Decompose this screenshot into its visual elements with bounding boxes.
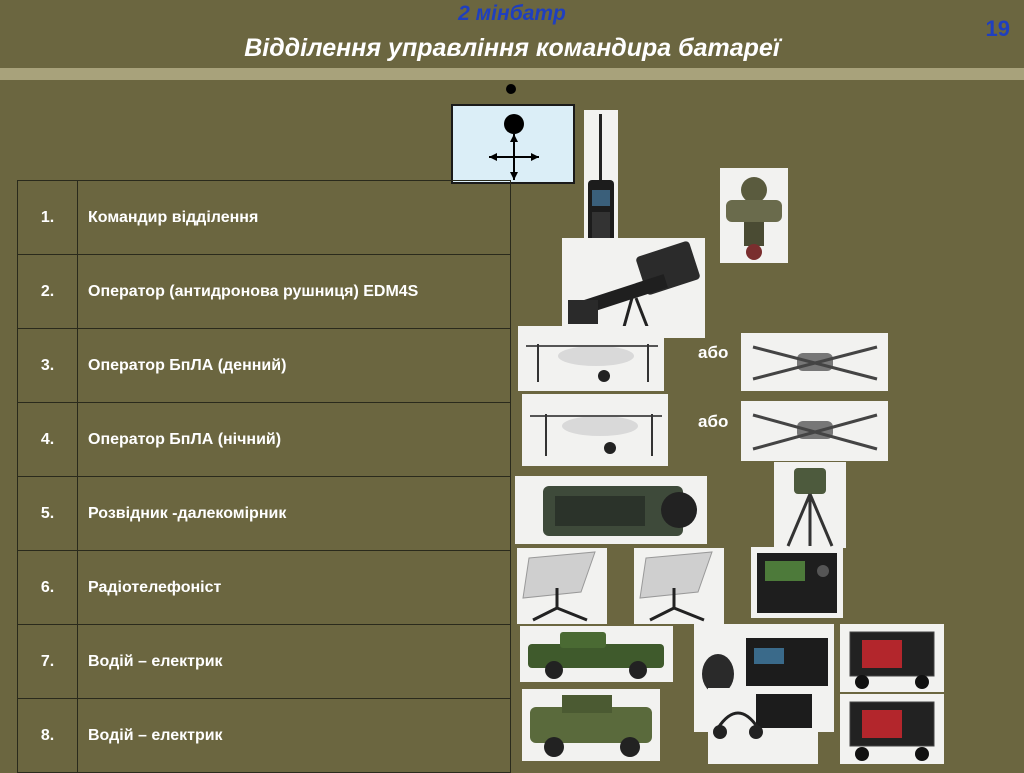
unit-symbol xyxy=(451,104,575,184)
table-row xyxy=(18,329,511,403)
row-number: 7. xyxy=(18,625,78,699)
row-number: 4. xyxy=(18,403,78,477)
radio-handset-image xyxy=(584,110,618,255)
row-role: Командир відділення xyxy=(78,181,511,255)
pickup-truck-icon xyxy=(520,626,673,682)
command-post-symbol-icon xyxy=(453,106,573,182)
table-row xyxy=(18,625,511,699)
armored-vehicle-icon xyxy=(522,689,660,761)
antidrone-rifle-icon xyxy=(562,238,705,338)
rangefinder-icon xyxy=(720,168,788,263)
uav-night-image xyxy=(522,394,668,466)
row-number: 3. xyxy=(18,329,78,403)
row-number: 6. xyxy=(18,551,78,625)
drone-icon xyxy=(522,394,668,466)
alternative-label: або xyxy=(698,343,729,362)
generator-image xyxy=(840,694,944,764)
quadcopter-icon xyxy=(741,401,888,461)
satellite-dish-icon xyxy=(634,548,724,624)
row-role: Радіотелефоніст xyxy=(78,551,511,625)
quadcopter-image xyxy=(741,401,888,461)
pickup-truck-image xyxy=(520,626,673,682)
satellite-terminal-image xyxy=(634,548,724,624)
satellite-dish-icon xyxy=(517,548,607,624)
table-row xyxy=(18,403,511,477)
row-role: Оператор БпЛА (денний) xyxy=(78,329,511,403)
antidrone-rifle-image xyxy=(562,238,705,338)
optical-device-icon xyxy=(515,476,707,544)
row-role: Оператор БпЛА (нічний) xyxy=(78,403,511,477)
headset-radio-image xyxy=(708,688,818,764)
radio-station-icon xyxy=(751,547,843,618)
slide-subtitle: 2 мінбатр xyxy=(458,2,566,25)
table-row xyxy=(18,551,511,625)
header-divider-band xyxy=(0,68,1024,80)
row-number: 2. xyxy=(18,255,78,329)
roster-table xyxy=(17,180,511,773)
uav-day-image xyxy=(518,326,664,391)
surveillance-tripod-image xyxy=(774,462,846,548)
row-role: Оператор (антидронова рушниця) EDM4S xyxy=(78,255,511,329)
row-role: Водій – електрик xyxy=(78,625,511,699)
drone-icon xyxy=(518,326,664,391)
table-row xyxy=(18,477,511,551)
optical-station-image xyxy=(515,476,707,544)
unit-size-dot-icon xyxy=(506,84,516,94)
row-role: Водій – електрик xyxy=(78,699,511,773)
quadcopter-image xyxy=(741,333,888,391)
radio-station-image xyxy=(751,547,843,618)
slide-title: Відділення управління командира батареї xyxy=(244,34,780,62)
row-number: 5. xyxy=(18,477,78,551)
headset-icon xyxy=(708,688,818,764)
table-row xyxy=(18,181,511,255)
row-number: 1. xyxy=(18,181,78,255)
alternative-label: або xyxy=(698,412,729,431)
rangefinder-device-image xyxy=(720,168,788,263)
table-row xyxy=(18,699,511,773)
armored-vehicle-image xyxy=(522,689,660,761)
radio-icon xyxy=(584,110,618,255)
page-number: 19 xyxy=(985,16,1010,41)
quadcopter-icon xyxy=(741,333,888,391)
satellite-terminal-image xyxy=(517,548,607,624)
table-row xyxy=(18,255,511,329)
tripod-camera-icon xyxy=(774,462,846,548)
row-role: Розвідник -далекомірник xyxy=(78,477,511,551)
generator-icon xyxy=(840,694,944,764)
generator-image xyxy=(840,624,944,692)
slide-header xyxy=(0,0,1024,68)
generator-icon xyxy=(840,624,944,692)
row-number: 8. xyxy=(18,699,78,773)
